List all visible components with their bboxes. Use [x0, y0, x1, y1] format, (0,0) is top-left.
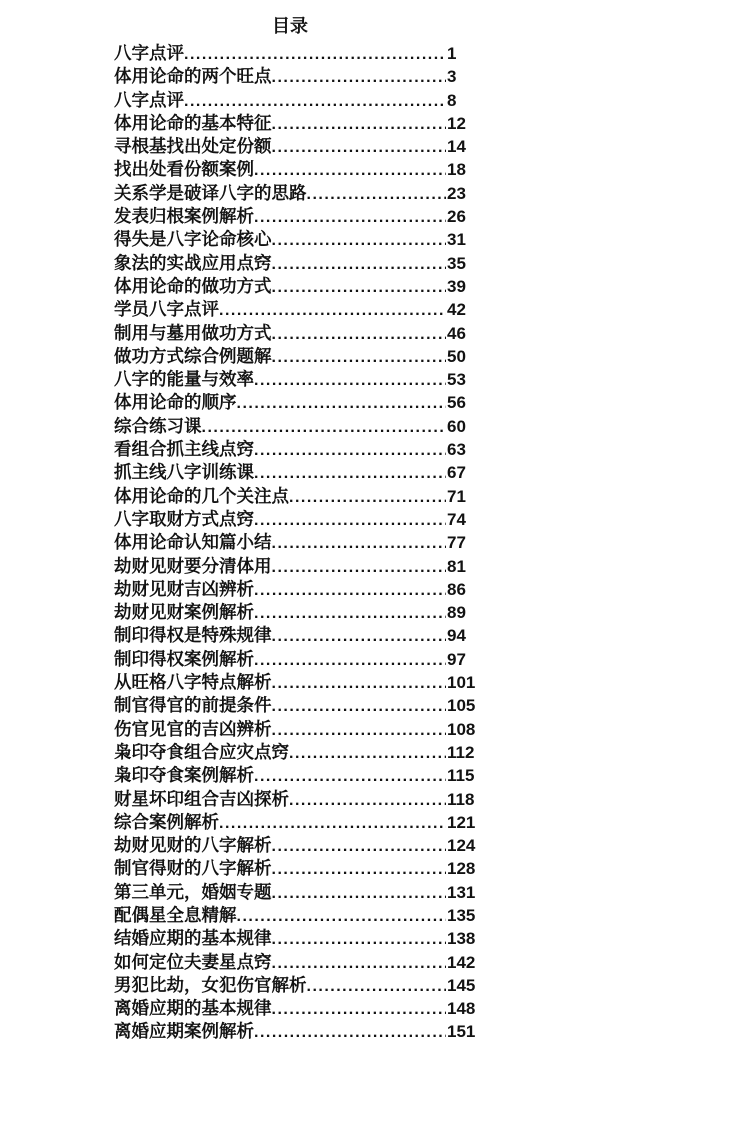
toc-entry-label: 体用论命的两个旺点: [114, 66, 272, 87]
toc-entry-page: 8: [447, 90, 457, 110]
dot-leader: [272, 253, 447, 276]
toc-entry-page: 121: [447, 812, 476, 832]
toc-entry-page: 26: [447, 207, 466, 227]
dot-leader: [272, 625, 447, 648]
toc-entry-label: 伤官见官的吉凶辨析: [114, 718, 272, 739]
toc-row-inner: [114, 764, 446, 788]
dot-leader: [237, 905, 447, 928]
toc-row: [114, 764, 750, 787]
toc-entry-label: 男犯比劫，女犯伤官解析: [114, 974, 307, 995]
toc-entry-page: 105: [447, 696, 476, 716]
toc-row-inner: [114, 298, 446, 322]
toc-entry-page: 31: [447, 230, 466, 250]
toc-entry-label: 体用论命的做功方式: [114, 275, 272, 296]
toc-row-inner: [114, 671, 446, 695]
toc-row: [114, 368, 750, 391]
toc-row-inner: [114, 834, 446, 858]
toc-entry-page: 35: [447, 253, 466, 273]
toc-entry-label: 制官得官的前提条件: [114, 695, 272, 716]
toc-row: [114, 601, 750, 624]
toc-entry-page: 124: [447, 836, 476, 856]
toc-row-inner: [114, 89, 446, 113]
toc-row: [114, 461, 750, 484]
dot-leader: [254, 765, 446, 788]
dot-leader: [272, 719, 447, 742]
toc-entry-label: 体用论命的基本特征: [114, 112, 272, 133]
toc-entry-page: 63: [447, 440, 466, 460]
toc-row: [114, 228, 750, 251]
dot-leader: [272, 66, 447, 89]
toc-entry-page: 94: [447, 626, 466, 646]
dot-leader: [272, 672, 447, 695]
toc-row-inner: [114, 694, 446, 718]
toc-entry-label: 做功方式综合例题解: [114, 345, 272, 366]
toc-row-inner: [114, 112, 446, 136]
toc-entry-label: 如何定位夫妻星点窍: [114, 951, 272, 972]
toc-row: [114, 694, 750, 717]
toc-entry-page: 148: [447, 999, 476, 1019]
toc-row-inner: [114, 485, 446, 509]
toc-entry-label: 看组合抓主线点窍: [114, 439, 254, 460]
toc-row-inner: [114, 391, 446, 415]
toc-entry-page: 50: [447, 346, 466, 366]
toc-entry-label: 配偶星全息精解: [114, 904, 237, 925]
toc-row-inner: [114, 228, 446, 252]
toc-entry-page: 46: [447, 323, 466, 343]
toc-row-inner: [114, 601, 446, 625]
toc-row-inner: [114, 741, 446, 765]
dot-leader: [254, 602, 446, 625]
dot-leader: [219, 299, 446, 322]
toc-row: [114, 322, 750, 345]
toc-row: [114, 857, 750, 880]
toc-row-inner: [114, 182, 446, 206]
toc-entry-label: 制用与墓用做功方式: [114, 322, 272, 343]
toc-row: [114, 718, 750, 741]
toc-entry-page: 12: [447, 113, 466, 133]
toc-row-inner: [114, 578, 446, 602]
toc-entry-page: 23: [447, 183, 466, 203]
dot-leader: [272, 276, 447, 299]
toc-row: [114, 485, 750, 508]
toc-row-inner: [114, 927, 446, 951]
toc-entry-page: 138: [447, 929, 476, 949]
toc-entry-page: 128: [447, 859, 476, 879]
dot-leader: [272, 882, 447, 905]
dot-leader: [272, 113, 447, 136]
toc-entry-label: 制印得权是特殊规律: [114, 625, 272, 646]
toc-row-inner: [114, 438, 446, 462]
dot-leader: [254, 579, 446, 602]
toc-row-inner: [114, 531, 446, 555]
toc-entry-label: 关系学是破译八字的思路: [114, 182, 307, 203]
dot-leader: [254, 369, 446, 392]
toc-row-inner: [114, 951, 446, 975]
dot-leader: [254, 462, 446, 485]
toc-entry-label: 劫财见财案例解析: [114, 602, 254, 623]
toc-row-inner: [114, 1020, 446, 1044]
toc-entry-page: 135: [447, 905, 476, 925]
toc-row-inner: [114, 788, 446, 812]
toc-row-inner: [114, 811, 446, 835]
dot-leader: [272, 695, 447, 718]
dot-leader: [272, 229, 447, 252]
dot-leader: [272, 858, 447, 881]
dot-leader: [202, 416, 447, 439]
toc-row-inner: [114, 508, 446, 532]
toc-entry-label: 八字点评: [114, 89, 184, 110]
dot-leader: [254, 206, 446, 229]
toc-row-inner: [114, 461, 446, 485]
toc-entry-page: 56: [447, 393, 466, 413]
toc-entry-page: 71: [447, 486, 466, 506]
toc-row: [114, 158, 750, 181]
toc-row-inner: [114, 158, 446, 182]
toc-row: [114, 345, 750, 368]
toc-entry-page: 151: [447, 1022, 476, 1042]
toc-entry-page: 101: [447, 673, 476, 693]
toc-entry-label: 发表归根案例解析: [114, 206, 254, 227]
dot-leader: [272, 346, 447, 369]
toc-entry-page: 14: [447, 137, 466, 157]
dot-leader: [289, 486, 446, 509]
toc-entry-page: 118: [447, 789, 475, 809]
toc-row-inner: [114, 65, 446, 89]
toc-row: [114, 275, 750, 298]
toc-entry-label: 枭印夺食案例解析: [114, 765, 254, 786]
toc-row-inner: [114, 857, 446, 881]
toc-entry-label: 离婚应期案例解析: [114, 1021, 254, 1042]
toc-row: [114, 834, 750, 857]
toc-row: [114, 788, 750, 811]
toc-entry-label: 劫财见财要分清体用: [114, 555, 272, 576]
toc-row: [114, 951, 750, 974]
toc-row-inner: [114, 252, 446, 276]
toc-entry-page: 60: [447, 416, 466, 436]
toc-entry-page: 1: [447, 44, 457, 63]
toc-row: [114, 508, 750, 531]
toc-row: [114, 741, 750, 764]
toc-row: [114, 391, 750, 414]
toc-row: [114, 1020, 750, 1043]
dot-leader: [184, 90, 446, 113]
toc-row-inner: [114, 648, 446, 672]
toc-entry-label: 结婚应期的基本规律: [114, 928, 272, 949]
toc-entry-page: 131: [447, 882, 476, 902]
toc-entry-page: 39: [447, 276, 466, 296]
toc-entry-label: 综合案例解析: [114, 811, 219, 832]
toc-row: [114, 252, 750, 275]
dot-leader: [272, 928, 447, 951]
toc-row-inner: [114, 368, 446, 392]
toc-entry-label: 学员八字点评: [114, 299, 219, 320]
toc-entry-page: 97: [447, 649, 466, 669]
dot-leader: [272, 952, 447, 975]
toc-row: [114, 927, 750, 950]
toc-entry-page: 86: [447, 579, 466, 599]
toc-row-inner: [114, 345, 446, 369]
dot-leader: [219, 812, 446, 835]
toc-row-inner: [114, 275, 446, 299]
toc-title: 目录: [272, 16, 308, 36]
toc-row: [114, 881, 750, 904]
toc-entry-label: 寻根基找出处定份额: [114, 136, 272, 157]
toc-entry-label: 八字取财方式点窍: [114, 508, 254, 529]
toc-row-inner: [114, 624, 446, 648]
toc-entry-label: 八字的能量与效率: [114, 369, 254, 390]
toc-row-inner: [114, 997, 446, 1021]
toc-row-inner: [114, 718, 446, 742]
toc-entry-label: 体用论命的几个关注点: [114, 485, 289, 506]
toc-row: [114, 578, 750, 601]
dot-leader: [307, 183, 447, 206]
toc-entry-label: 八字点评: [114, 43, 184, 63]
toc-row-inner: [114, 322, 446, 346]
toc-entry-page: 77: [447, 533, 466, 553]
dot-leader: [254, 509, 446, 532]
toc-entry-label: 财星坏印组合吉凶探析: [114, 788, 289, 809]
dot-leader: [289, 789, 446, 812]
dot-leader: [307, 975, 447, 998]
toc-row: [114, 997, 750, 1020]
toc-entry-label: 制官得财的八字解析: [114, 858, 272, 879]
dot-leader: [254, 649, 446, 672]
toc-entry-page: 112: [447, 742, 475, 762]
toc-row: [114, 648, 750, 671]
toc-entry-page: 74: [447, 509, 466, 529]
dot-leader: [254, 1021, 446, 1044]
toc-entry-page: 18: [447, 160, 466, 180]
toc-row: [114, 671, 750, 694]
toc-row: [114, 624, 750, 647]
toc-entry-label: 劫财见财的八字解析: [114, 835, 272, 856]
toc-entry-page: 115: [447, 766, 475, 786]
dot-leader: [272, 835, 447, 858]
toc-row: [114, 135, 750, 158]
dot-leader: [272, 323, 447, 346]
toc-row: [114, 298, 750, 321]
toc-row-inner: [114, 42, 446, 66]
toc-entry-page: 108: [447, 719, 476, 739]
toc-entry-page: 3: [447, 67, 457, 87]
toc-row-inner: [114, 415, 446, 439]
toc-row: [114, 89, 750, 112]
toc-entry-page: 67: [447, 463, 466, 483]
toc-entry-label: 从旺格八字特点解析: [114, 672, 272, 693]
toc-entry-page: 81: [447, 556, 466, 576]
toc-entry-label: 劫财见财吉凶辨析: [114, 578, 254, 599]
toc-entry-label: 体用论命认知篇小结: [114, 532, 272, 553]
toc-row: [114, 112, 750, 135]
toc-row-inner: [114, 135, 446, 159]
toc-entry-page: 53: [447, 370, 466, 390]
dot-leader: [289, 742, 446, 765]
toc-list: [114, 42, 750, 1044]
toc-entry-label: 第三单元，婚姻专题: [114, 881, 272, 902]
toc-entry-label: 得失是八字论命核心: [114, 229, 272, 250]
toc-row: [114, 182, 750, 205]
toc-row: [114, 974, 750, 997]
toc-row: [114, 415, 750, 438]
dot-leader: [237, 392, 447, 415]
toc-entry-label: 找出处看份额案例: [114, 159, 254, 180]
toc-row-inner: [114, 904, 446, 928]
dot-leader: [272, 556, 447, 579]
dot-leader: [254, 439, 446, 462]
dot-leader: [272, 998, 447, 1021]
dot-leader: [254, 159, 446, 182]
toc-row: [114, 42, 750, 65]
toc-entry-label: 体用论命的顺序: [114, 392, 237, 413]
dot-leader: [184, 43, 446, 66]
toc-row-inner: [114, 205, 446, 229]
toc-entry-label: 枭印夺食组合应灾点窍: [114, 741, 289, 762]
toc-entry-page: 145: [447, 975, 476, 995]
toc-row: [114, 904, 750, 927]
toc-entry-page: 89: [447, 603, 466, 623]
toc-entry-label: 离婚应期的基本规律: [114, 998, 272, 1019]
toc-row: [114, 555, 750, 578]
toc-row: [114, 205, 750, 228]
toc-row-inner: [114, 555, 446, 579]
toc-entry-label: 制印得权案例解析: [114, 648, 254, 669]
toc-row: [114, 531, 750, 554]
toc-entry-label: 象法的实战应用点窍: [114, 252, 272, 273]
toc-entry-label: 抓主线八字训练课: [114, 462, 254, 483]
toc-row-inner: [114, 974, 446, 998]
toc-row: [114, 65, 750, 88]
toc-row: [114, 811, 750, 834]
toc-row: [114, 438, 750, 461]
toc-entry-page: 142: [447, 952, 476, 972]
toc-entry-page: 42: [447, 300, 466, 320]
dot-leader: [272, 136, 447, 159]
toc-entry-label: 综合练习课: [114, 415, 202, 436]
dot-leader: [272, 532, 447, 555]
toc-row-inner: [114, 881, 446, 905]
